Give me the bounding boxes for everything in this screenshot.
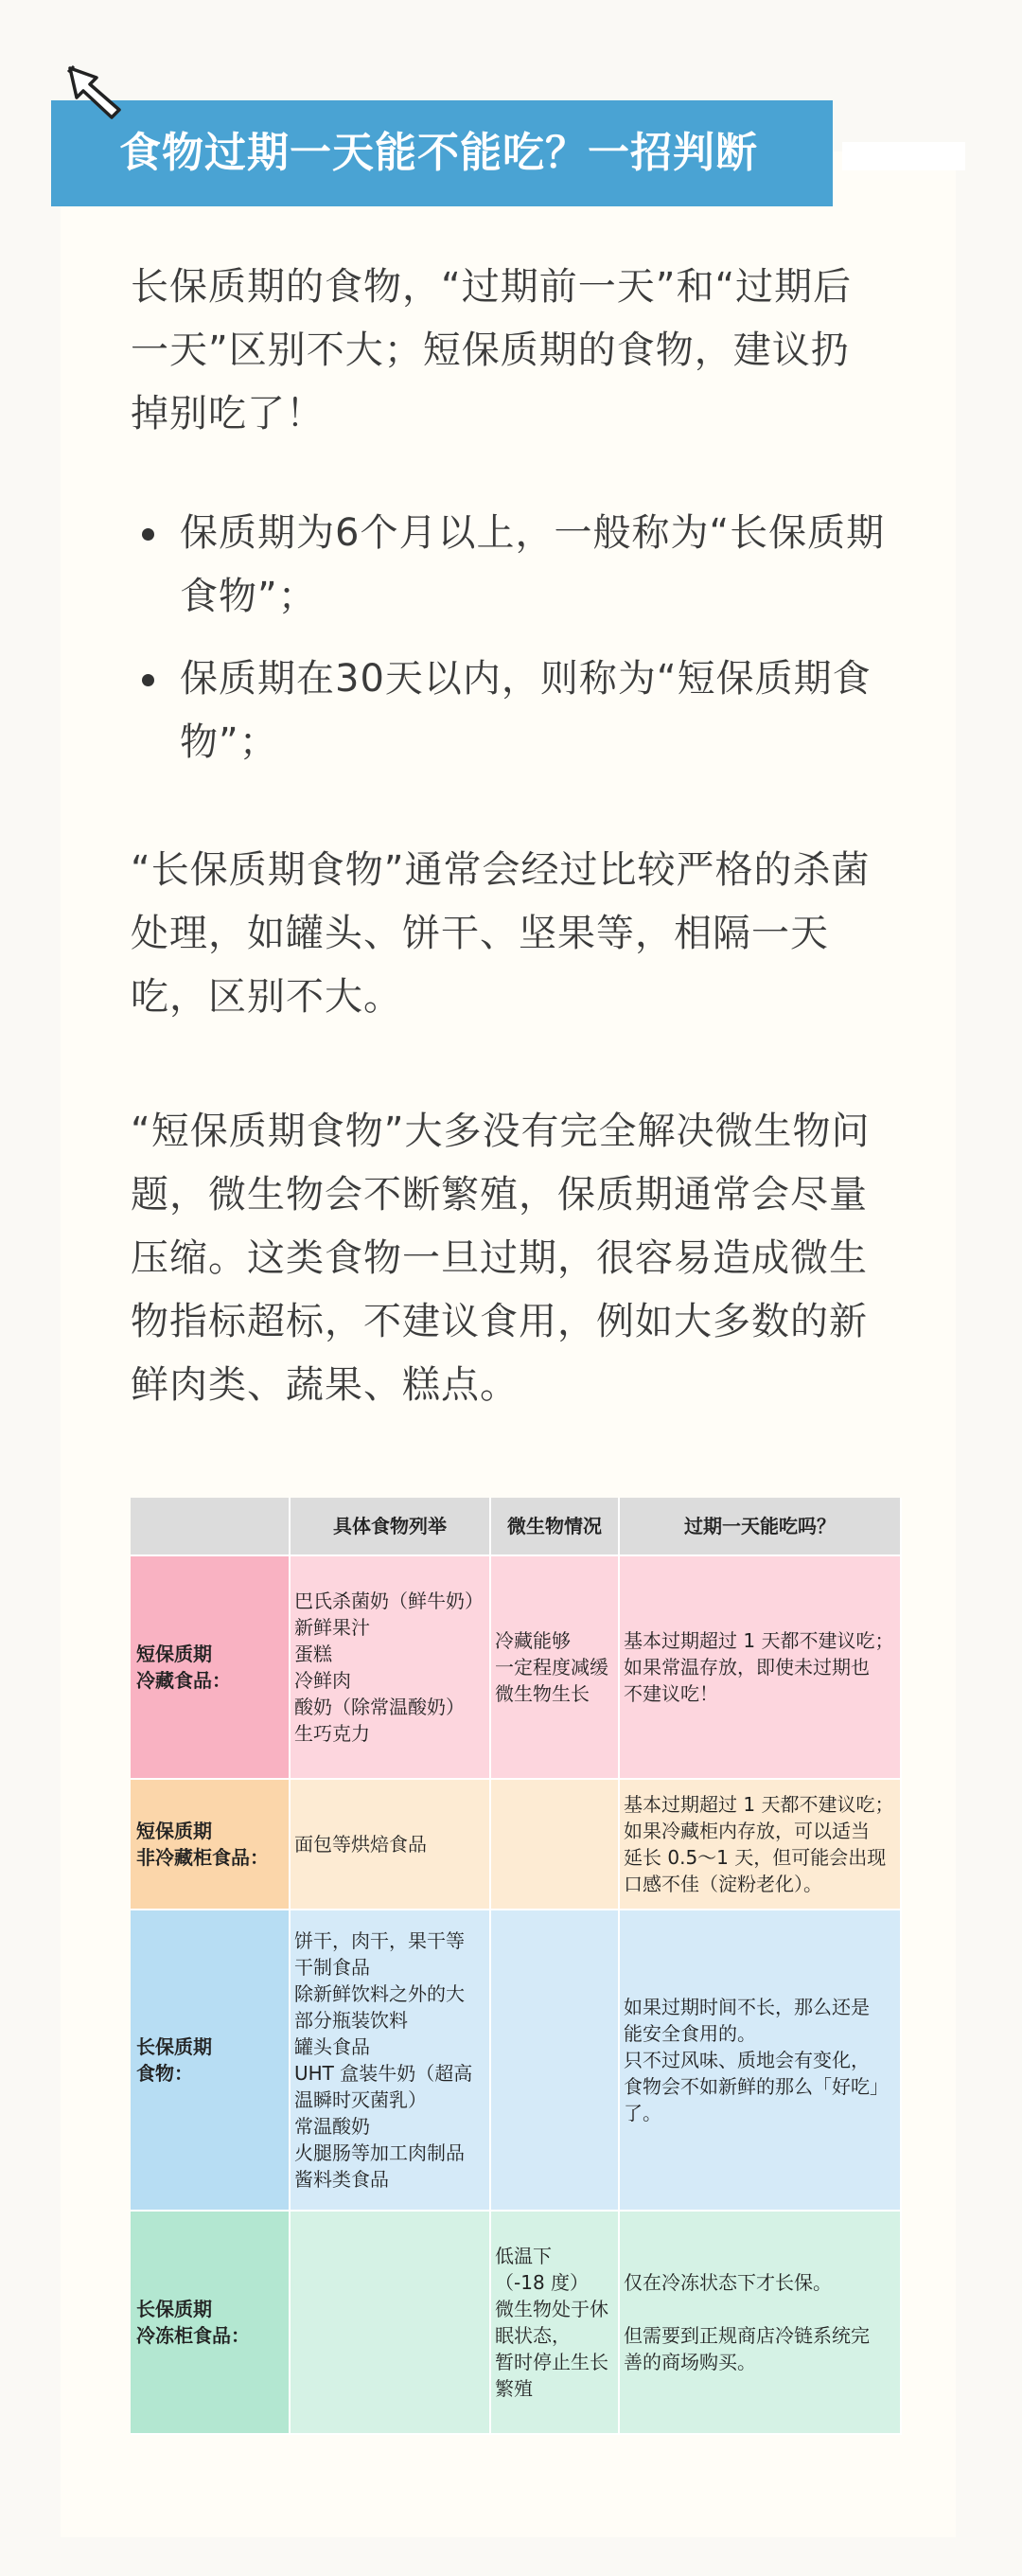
microbe-line: （-18 度） bbox=[495, 2271, 590, 2294]
header-foods: 具体食物列举 bbox=[290, 1498, 490, 1555]
food-line: 酱料类食品 bbox=[294, 2168, 389, 2191]
table-row bbox=[131, 1779, 901, 1910]
food-line: 常温酸奶 bbox=[294, 2115, 370, 2138]
foods-cell bbox=[290, 2211, 490, 2434]
card-corner bbox=[842, 142, 965, 170]
verdict-line: 食物会不如新鲜的那么「好吃」 bbox=[624, 2075, 889, 2098]
verdict-line: 善的商场购买。 bbox=[624, 2351, 756, 2373]
verdict-line: 仅在冷冻状态下才长保。 bbox=[624, 2271, 832, 2294]
short-shelf-life-paragraph: “短保质期食物”大多没有完全解决微生物问题，微生物会不断繁殖，保质期通常会尽量压缩。这类食物一旦过期，很容易造成微生物指标超标，不建议食用，例如大多数的新鲜肉类、蔬果、糕点。 bbox=[131, 1110, 871, 1407]
table-header-row bbox=[131, 1498, 901, 1555]
verdict-spacer bbox=[624, 2296, 896, 2322]
list-item bbox=[131, 648, 888, 774]
verdict-line: 延长 0.5～1 天，但可能会出现 bbox=[624, 1846, 887, 1869]
microbe-line: 微生物处于休 bbox=[495, 2298, 608, 2320]
microbe-line: 低温下 bbox=[495, 2245, 552, 2267]
microbe-line: 冷藏能够 bbox=[495, 1629, 571, 1652]
food-line: 罐头食品 bbox=[294, 2035, 370, 2058]
verdict-line: 如果常温存放，即使未过期也 bbox=[624, 1656, 870, 1679]
food-line: 蛋糕 bbox=[294, 1643, 332, 1665]
category-line: 短保质期 bbox=[136, 1643, 212, 1665]
category-line: 冷冻柜食品： bbox=[136, 2324, 250, 2347]
header-category bbox=[131, 1498, 290, 1555]
bullet-text: 保质期为6个月以上，一般称为“长保质期食物”； bbox=[180, 511, 886, 618]
food-line: 火腿肠等加工肉制品 bbox=[294, 2141, 465, 2164]
category-line: 长保质期 bbox=[136, 2035, 212, 2058]
verdict-cell bbox=[619, 2211, 901, 2434]
long-shelf-life-paragraph: “长保质期食物”通常会经过比较严格的杀菌处理，如罐头、饼干、坚果等，相隔一天吃，区别不大。 bbox=[131, 848, 871, 1019]
microbe-cell bbox=[490, 1779, 619, 1910]
verdict-line: 如果冷藏柜内存放，可以适当 bbox=[624, 1820, 870, 1842]
food-expiry-table bbox=[131, 1498, 902, 2435]
category-line: 非冷藏柜食品： bbox=[136, 1846, 269, 1869]
header-microbe: 微生物情况 bbox=[490, 1498, 619, 1555]
food-line: 温瞬时灭菌乳） bbox=[294, 2088, 427, 2111]
category-cell bbox=[131, 1555, 290, 1779]
food-line: 生巧克力 bbox=[294, 1722, 370, 1745]
cursor-arrow-icon bbox=[64, 62, 132, 125]
header-verdict: 过期一天能吃吗？ bbox=[619, 1498, 901, 1555]
food-line: 酸奶（除常温酸奶） bbox=[294, 1696, 465, 1718]
microbe-cell bbox=[490, 1910, 619, 2211]
intro-paragraph: 长保质期的食物，“过期前一天”和“过期后一天”区别不大；短保质期的食物，建议扔掉别吃了！ bbox=[131, 265, 853, 435]
food-line: 面包等烘焙食品 bbox=[294, 1833, 427, 1856]
table-row bbox=[131, 2211, 901, 2434]
food-line: 饼干，肉干，果干等 bbox=[294, 1929, 465, 1952]
category-line: 冷藏食品： bbox=[136, 1669, 231, 1692]
food-line: 除新鲜饮料之外的大 bbox=[294, 1982, 465, 2005]
foods-cell bbox=[290, 1555, 490, 1779]
bullet-dot-icon bbox=[142, 674, 154, 686]
verdict-line: 了。 bbox=[624, 2102, 661, 2124]
food-line: 新鲜果汁 bbox=[294, 1616, 370, 1639]
page-title: 食物过期一天能不能吃？一招判断 bbox=[119, 129, 758, 177]
category-line: 食物： bbox=[136, 2062, 193, 2085]
microbe-cell bbox=[490, 1555, 619, 1779]
category-line: 短保质期 bbox=[136, 1820, 212, 1842]
category-cell bbox=[131, 1910, 290, 2211]
foods-cell bbox=[290, 1910, 490, 2211]
microbe-cell bbox=[490, 2211, 619, 2434]
bullet-dot-icon bbox=[142, 528, 154, 541]
category-cell bbox=[131, 1779, 290, 1910]
food-line: 干制食品 bbox=[294, 1956, 370, 1979]
verdict-line: 只不过风味、质地会有变化， bbox=[624, 2049, 870, 2071]
list-item bbox=[131, 502, 888, 629]
category-cell bbox=[131, 2211, 290, 2434]
verdict-line: 不建议吃！ bbox=[624, 1682, 718, 1705]
microbe-line: 一定程度减缓 bbox=[495, 1656, 608, 1679]
microbe-line: 繁殖 bbox=[495, 2377, 533, 2400]
verdict-cell bbox=[619, 1910, 901, 2211]
foods-cell bbox=[290, 1779, 490, 1910]
food-line: 巴氏杀菌奶（鲜牛奶） bbox=[294, 1590, 484, 1612]
verdict-cell bbox=[619, 1779, 901, 1910]
category-line: 长保质期 bbox=[136, 2298, 212, 2320]
food-line: 部分瓶装饮料 bbox=[294, 2009, 408, 2032]
title-banner bbox=[51, 100, 833, 206]
table-row bbox=[131, 1555, 901, 1779]
verdict-cell bbox=[619, 1555, 901, 1779]
verdict-line: 能安全食用的。 bbox=[624, 2022, 756, 2045]
microbe-line: 微生物生长 bbox=[495, 1682, 590, 1705]
shelf-life-definitions bbox=[131, 502, 888, 793]
verdict-line: 但需要到正规商店冷链系统完 bbox=[624, 2324, 870, 2347]
food-line: 冷鲜肉 bbox=[294, 1669, 351, 1692]
microbe-line: 暂时停止生长 bbox=[495, 2351, 608, 2373]
bullet-text: 保质期在30天以内，则称为“短保质期食物”； bbox=[180, 657, 872, 764]
verdict-line: 如果过期时间不长，那么还是 bbox=[624, 1996, 870, 2018]
microbe-line: 眠状态， bbox=[495, 2324, 571, 2347]
food-line: UHT 盒装牛奶（超高 bbox=[294, 2062, 473, 2085]
verdict-line: 口感不佳（淀粉老化）。 bbox=[624, 1873, 822, 1895]
table-row bbox=[131, 1910, 901, 2211]
verdict-line: 基本过期超过 1 天都不建议吃； bbox=[624, 1793, 894, 1816]
verdict-line: 基本过期超过 1 天都不建议吃； bbox=[624, 1629, 894, 1652]
